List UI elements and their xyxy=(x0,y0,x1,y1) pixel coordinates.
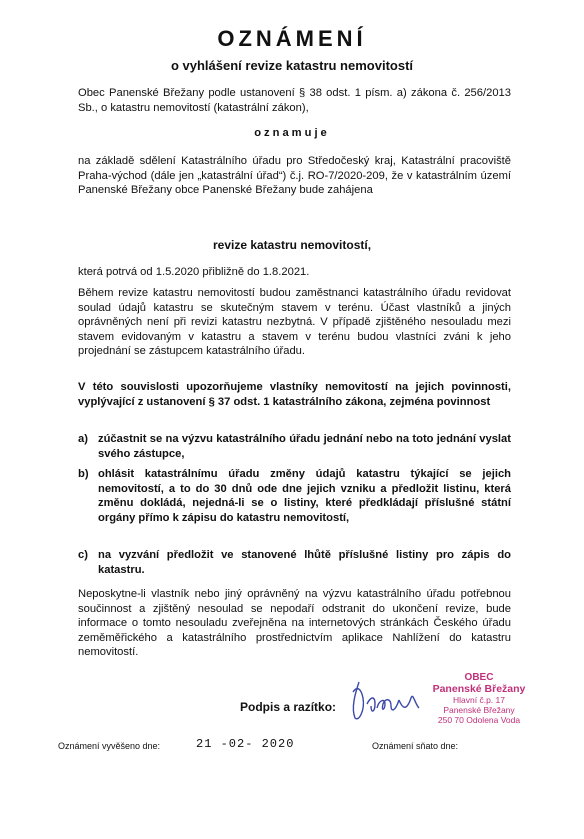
closing-paragraph: Neposkytne-li vlastník nebo jiný oprávněný na výzvu katastrálního úřadu potřebnou součinnost a zjištěný nesoulad se nepodaří odstranit do ukončení revize, bude informace o tomto nesouladu zveřejněna na internetových stránkách Českého úřadu zeměměřického a katastrálního prostřednictvím aplikace Nahlížení do katastru nemovitostí. xyxy=(78,588,511,658)
obligation-label: a) xyxy=(78,433,88,445)
obligation-text: zúčastnit se na výzvu katastrálního úřadu jednání nebo na toto jednání vyslat svého zástupce, xyxy=(98,433,511,460)
announces-word: oznamuje xyxy=(254,127,330,139)
stamp-line: 250 70 Odolena Voda xyxy=(437,715,521,725)
obligation-label: c) xyxy=(78,549,88,561)
basis-paragraph: na základě sdělení Katastrálního úřadu pro Středočeský kraj, Katastrální pracoviště Praha-východ (dále jen „katastrální úřad“) č.j. RO-7/2020-209, že v katastrálním území Panenské Břežany obce Panenské Břežany bude zahájena xyxy=(78,155,511,196)
document-subtitle: o vyhlášení revize katastru nemovitostí xyxy=(170,58,414,73)
posted-label: Oznámení vyvěšeno dne: xyxy=(58,741,161,751)
removed-label: Oznámení sňato dne: xyxy=(372,741,459,751)
stamp-line: OBEC xyxy=(464,672,494,683)
duration-paragraph: která potrvá od 1.5.2020 přibližně do 1.8.2021. xyxy=(78,266,310,278)
obligations-intro: V této souvislosti upozorňujeme vlastníky nemovitostí na jejich povinnosti, vyplývající z ustanovení § 37 odst. 1 katastrálního zákona, zejména povinnost xyxy=(78,381,511,408)
obligation-item-c xyxy=(78,548,511,578)
obligation-label: b) xyxy=(78,468,89,480)
obligation-item-b xyxy=(78,467,511,542)
stamp-line: Hlavní č.p. 17 xyxy=(453,695,505,705)
posted-date-stamp: 21 -02- 2020 xyxy=(196,737,295,751)
official-stamp xyxy=(424,672,534,725)
document-title: OZNÁMENÍ xyxy=(217,26,367,51)
during-revision-paragraph: Během revize katastru nemovitostí budou zaměstnanci katastrálního úřadu revidovat soulad údajů katastru se skutečným stavem v terénu. Účast vlastníků a jiných oprávněných není při revizi katastru nezbytná. V případě zjištěného nesouladu mezi stavem evidovaným v katastru a stavem v terénu budou vlastníci zváni k jeho projednání se zástupcem katastrálního úřadu. xyxy=(78,287,511,357)
obligation-text: ohlásit katastrálnímu úřadu změny údajů katastru týkající se jejich nemovitostí, a to do 30 dnů ode dne jejich vzniku a předložit listinu, která změnu dokládá, nejedná-li se o listiny, které předkládají příslušné státní orgány přímo k zápisu do katastru nemovitostí, xyxy=(98,468,511,524)
obligation-text: na vyzvání předložit ve stanovené lhůtě příslušné listiny pro zápis do katastru. xyxy=(98,549,511,576)
signature-label: Podpis a razítko: xyxy=(240,700,337,714)
handwritten-signature xyxy=(345,674,425,724)
intro-paragraph: Obec Panenské Břežany podle ustanovení § 38 odst. 1 písm. a) zákona č. 256/2013 Sb., o katastru nemovitostí (katastrální zákon), xyxy=(78,87,511,114)
obligation-item-a xyxy=(78,432,511,462)
stamp-line: Panenské Břežany xyxy=(443,705,515,715)
revision-heading: revize katastru nemovitostí, xyxy=(212,238,372,252)
stamp-line: Panenské Břežany xyxy=(432,683,526,695)
